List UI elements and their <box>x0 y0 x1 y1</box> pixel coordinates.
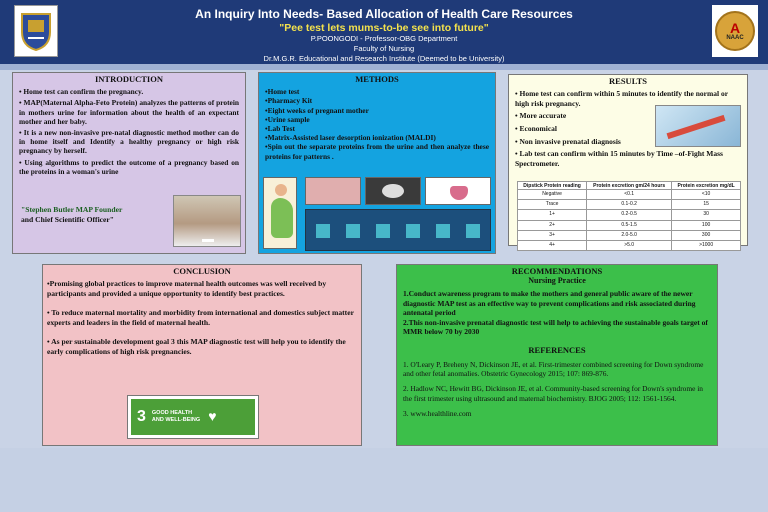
methods-images <box>263 177 493 251</box>
table-cell: 30 <box>672 210 741 220</box>
list-item: •Matrix-Assisted laser desorption ionization (MALDI) <box>265 133 436 143</box>
list-item: • Home test can confirm the pregnancy. <box>19 87 144 97</box>
pregnant-woman-image <box>263 177 297 249</box>
table-cell: 4+ <box>518 241 587 251</box>
results-panel <box>508 74 748 249</box>
table-cell: >1000 <box>672 241 741 251</box>
founder-quote <box>21 205 161 225</box>
crest-icon <box>18 10 54 52</box>
recommendations-title: RECOMMENDATIONS <box>511 266 603 276</box>
table-row <box>518 190 741 200</box>
uterus-diagram-image <box>425 177 491 205</box>
recommendations-subtitle: Nursing Practice <box>528 276 586 286</box>
table-cell: 0.1-0.2 <box>587 200 672 210</box>
heartbeat-icon: ♥ <box>208 408 217 425</box>
test-strip-image <box>655 105 741 147</box>
reference-item: 3. www.healthline.com <box>403 409 472 419</box>
author-line: P.POONGODI - Professor-OBG Department <box>310 34 458 43</box>
recommendations-list <box>397 289 717 336</box>
quote-role: and Chief Scientific Officer" <box>21 215 115 224</box>
references-list <box>397 360 717 419</box>
introduction-list <box>13 87 245 176</box>
table-cell: 2+ <box>518 220 587 230</box>
table-row <box>518 210 741 220</box>
table-header: Protein excretion mg/dL <box>672 182 741 190</box>
naac-label: NAAC <box>726 35 744 41</box>
table-cell: 0.5-1.5 <box>587 220 672 230</box>
methods-panel <box>258 72 496 254</box>
university-logo <box>14 5 58 57</box>
institute-line: Dr.M.G.R. Educational and Research Institute (Deemed to be University) <box>263 54 505 63</box>
table-cell: 0.2-0.5 <box>587 210 672 220</box>
conclusion-paragraph: •Promising global practices to improve maternal health outcomes was well received by participants and provided a unique opportunity to identify best practices. <box>47 279 327 299</box>
maldi-diagram-image <box>305 209 491 251</box>
list-item: • Economical <box>515 123 557 133</box>
list-item: •Eight weeks of pregnant mother <box>265 105 369 115</box>
table-header: Dipstick Protein reading <box>518 182 587 190</box>
table-cell: 300 <box>672 230 741 240</box>
sdg-number: 3 <box>137 408 146 426</box>
table-cell: >5.0 <box>587 241 672 251</box>
quote-name: "Stephen Butler MAP Founder <box>21 205 123 214</box>
table-cell: Negative <box>518 190 587 200</box>
sdg-label: AND WELL-BEING <box>151 417 201 423</box>
table-cell: 2.0-5.0 <box>587 230 672 240</box>
methods-list <box>259 87 495 161</box>
conclusion-paragraph: • As per sustainable development goal 3 this MAP diagnostic test will help you to identify the early complications of high risk pregnancies. <box>47 337 346 357</box>
faculty-line: Faculty of Nursing <box>353 44 415 53</box>
list-item: 1.Conduct awareness program to make the mothers and general public aware of the newer diagnostic MAP test as an effective way to prevent complications and risk associated during antenatal period <box>403 289 696 318</box>
methods-title: METHODS <box>355 74 399 84</box>
list-item: •Pharmacy Kit <box>265 96 313 106</box>
sdg-label: GOOD HEALTH <box>151 410 193 416</box>
list-item: • MAP(Maternal Alpha-Feto Protein) analyzes the patterns of protein in mothers urine for information about the health of an expectant mother and her baby. <box>19 98 239 126</box>
table-header-row <box>518 182 741 190</box>
introduction-panel <box>12 72 246 254</box>
poster-subtitle: "Pee test lets mums-to-be see into future" <box>279 22 489 34</box>
list-item: • Lab test can confirm within 15 minutes by Time –of-Fight Mass Spectrometer. <box>515 149 723 168</box>
poster-footer <box>0 448 768 512</box>
references-title: REFERENCES <box>528 345 586 356</box>
conclusion-text <box>43 279 361 357</box>
protein-table <box>517 181 741 251</box>
table-cell: Trace <box>518 200 587 210</box>
naac-logo <box>712 5 758 57</box>
results-title: RESULTS <box>609 76 647 86</box>
list-item: •Lab Test <box>265 124 295 134</box>
poster-header <box>0 0 768 64</box>
list-item: •Home test <box>265 87 300 97</box>
table-cell: 3+ <box>518 230 587 240</box>
baby-feet-image <box>305 177 361 205</box>
list-item: 2.This non-invasive prenatal diagnostic test will help to achieving the sustainable goals target of MMR below 70 by 2030 <box>403 317 708 337</box>
table-row <box>518 241 741 251</box>
table-row <box>518 230 741 240</box>
table-cell: 100 <box>672 220 741 230</box>
table-row <box>518 220 741 230</box>
recommendations-panel <box>396 264 718 446</box>
introduction-title: INTRODUCTION <box>94 74 163 84</box>
naac-grade: A <box>729 20 741 36</box>
list-item: • Using algorithms to predict the outcome of a pregnancy based on the proteins in a woman's urine <box>19 157 239 176</box>
list-item: •Spin out the separate proteins from the urine and then analyze these proteins for patterns . <box>265 142 489 161</box>
reference-item: 2. Hadlow NC, Hewitt BG, Dickinson JE, et al. Community-based screening for Down's syndrome in the first trimester using ultrasound and maternal biochemistry. BJOG 2005; 112: 1561-1564. <box>403 384 703 403</box>
conclusion-panel <box>42 264 362 446</box>
poster-title: An Inquiry Into Needs- Based Allocation of Health Care Resources <box>195 7 573 21</box>
list-item: • Home test can confirm within 5 minutes to identify the normal or high risk pregnancy. <box>515 89 728 108</box>
list-item: • More accurate <box>515 111 567 121</box>
table-cell: 1+ <box>518 210 587 220</box>
list-item: • It is a new non-invasive pre-natal diagnostic method mother can do in home itself and Identify a healthy pregnancy or high risk pregnancy by herself. <box>19 128 239 156</box>
conclusion-title: CONCLUSION <box>173 266 231 276</box>
header-band <box>0 64 768 70</box>
table-cell: <0.1 <box>587 190 672 200</box>
test-photo <box>173 195 241 247</box>
table-row <box>518 200 741 210</box>
table-cell: 15 <box>672 200 741 210</box>
sdg3-badge <box>127 395 259 439</box>
table-header: Protein excretion gm/24 hours <box>587 182 672 190</box>
list-item: •Urine sample <box>265 114 310 124</box>
table-cell: <10 <box>672 190 741 200</box>
conclusion-paragraph: • To reduce maternal mortality and morbidity from international and domestics subject matter experts and leaders in the field of maternal health. <box>47 308 354 328</box>
reference-item: 1. O'Leary P, Breheny N, Dickinson JE, et al. First-trimester combined screening for Down syndrome and other fetal anomalies. Obstetric Gynecology 2015; 107: 869-876. <box>403 359 704 379</box>
list-item: • Non invasive prenatal diagnosis <box>515 136 621 146</box>
cell-image <box>365 177 421 205</box>
